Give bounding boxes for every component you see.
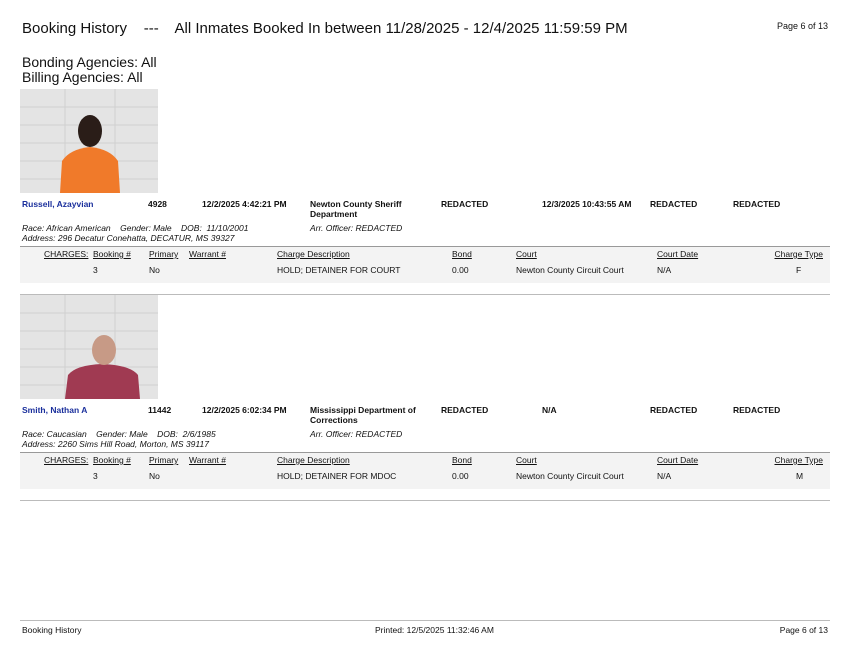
inmate-photo	[20, 295, 158, 399]
col-primary: Primary	[149, 249, 179, 259]
booking-date: 12/2/2025 4:42:21 PM	[202, 199, 287, 209]
col-warrant: Warrant #	[189, 249, 227, 259]
redacted-field: REDACTED	[650, 199, 698, 209]
race-gender-dob: Race: Caucasian Gender: Male DOB: 2/6/1985	[22, 429, 216, 439]
charge-court: Newton County Circuit Court	[516, 471, 624, 481]
charge-booking: 3	[93, 471, 98, 481]
charge-primary: No	[149, 265, 160, 275]
inmate-name[interactable]: Smith, Nathan A	[22, 405, 88, 415]
billing-agencies: Billing Agencies: All	[22, 69, 143, 85]
redacted-field: REDACTED	[441, 199, 489, 209]
charge-description: HOLD; DETAINER FOR MDOC	[277, 471, 397, 481]
arresting-agency: Mississippi Department of Corrections	[310, 405, 416, 425]
footer-printed-date: Printed: 12/5/2025 11:32:46 AM	[375, 625, 494, 635]
address: Address: 296 Decatur Conehatta, DECATUR, MS 39327	[22, 233, 235, 243]
report-title: Booking History --- All Inmates Booked In between 11/28/2025 - 12/4/2025 11:59:59 PM	[22, 20, 628, 37]
col-description: Charge Description	[277, 455, 350, 465]
bonding-agencies: Bonding Agencies: All	[22, 54, 157, 70]
redacted-field: REDACTED	[733, 199, 781, 209]
race-gender-dob: Race: African American Gender: Male DOB: 11/10/2001	[22, 223, 249, 233]
demographics	[22, 223, 248, 243]
col-description: Charge Description	[277, 249, 350, 259]
redacted-field: REDACTED	[733, 405, 781, 415]
footer-page-number: Page 6 of 13	[779, 625, 828, 635]
release-date: 12/3/2025 10:43:55 AM	[542, 199, 632, 209]
charge-description: HOLD; DETAINER FOR COURT	[277, 265, 401, 275]
charge-type: F	[796, 265, 802, 275]
redacted-field: REDACTED	[650, 405, 698, 415]
arresting-officer: Arr. Officer: REDACTED	[310, 429, 403, 439]
record-divider	[20, 500, 830, 501]
col-court-date: Court Date	[657, 249, 699, 259]
col-charge-type: Charge Type	[774, 249, 823, 259]
booking-date: 12/2/2025 6:02:34 PM	[202, 405, 287, 415]
charges-table	[20, 452, 830, 489]
page-number: Page 6 of 13	[776, 21, 828, 31]
demographics	[22, 429, 216, 449]
charge-booking: 3	[93, 265, 98, 275]
address: Address: 2260 Sims Hill Road, Morton, MS 39117	[22, 439, 209, 449]
col-charge-type: Charge Type	[774, 455, 823, 465]
footer-divider	[20, 620, 830, 621]
arresting-agency: Newton County Sheriff Department	[310, 199, 402, 219]
booking-number: 4928	[148, 199, 167, 209]
col-court-date: Court Date	[657, 455, 699, 465]
release-date: N/A	[542, 405, 557, 415]
charge-bond: 0.00	[452, 265, 469, 275]
col-warrant: Warrant #	[189, 455, 227, 465]
charge-type: M	[796, 471, 804, 481]
charge-bond: 0.00	[452, 471, 469, 481]
inmate-photo	[20, 89, 158, 193]
charges-label: CHARGES:	[44, 249, 89, 259]
footer-report-name: Booking History	[22, 625, 82, 635]
col-bond: Bond	[452, 455, 472, 465]
charges-table	[20, 246, 830, 283]
charge-court-date: N/A	[657, 265, 672, 275]
charge-primary: No	[149, 471, 160, 481]
col-court: Court	[516, 249, 537, 259]
col-bond: Bond	[452, 249, 472, 259]
charges-label: CHARGES:	[44, 455, 89, 465]
filter-block	[22, 55, 157, 85]
booking-number: 11442	[148, 405, 172, 415]
col-primary: Primary	[149, 455, 179, 465]
col-court: Court	[516, 455, 537, 465]
charge-court-date: N/A	[657, 471, 672, 481]
col-booking: Booking #	[93, 249, 131, 259]
arresting-officer: Arr. Officer: REDACTED	[310, 223, 403, 233]
charge-court: Newton County Circuit Court	[516, 265, 624, 275]
redacted-field: REDACTED	[441, 405, 489, 415]
col-booking: Booking #	[93, 455, 131, 465]
inmate-name[interactable]: Russell, Azayvian	[22, 199, 94, 209]
